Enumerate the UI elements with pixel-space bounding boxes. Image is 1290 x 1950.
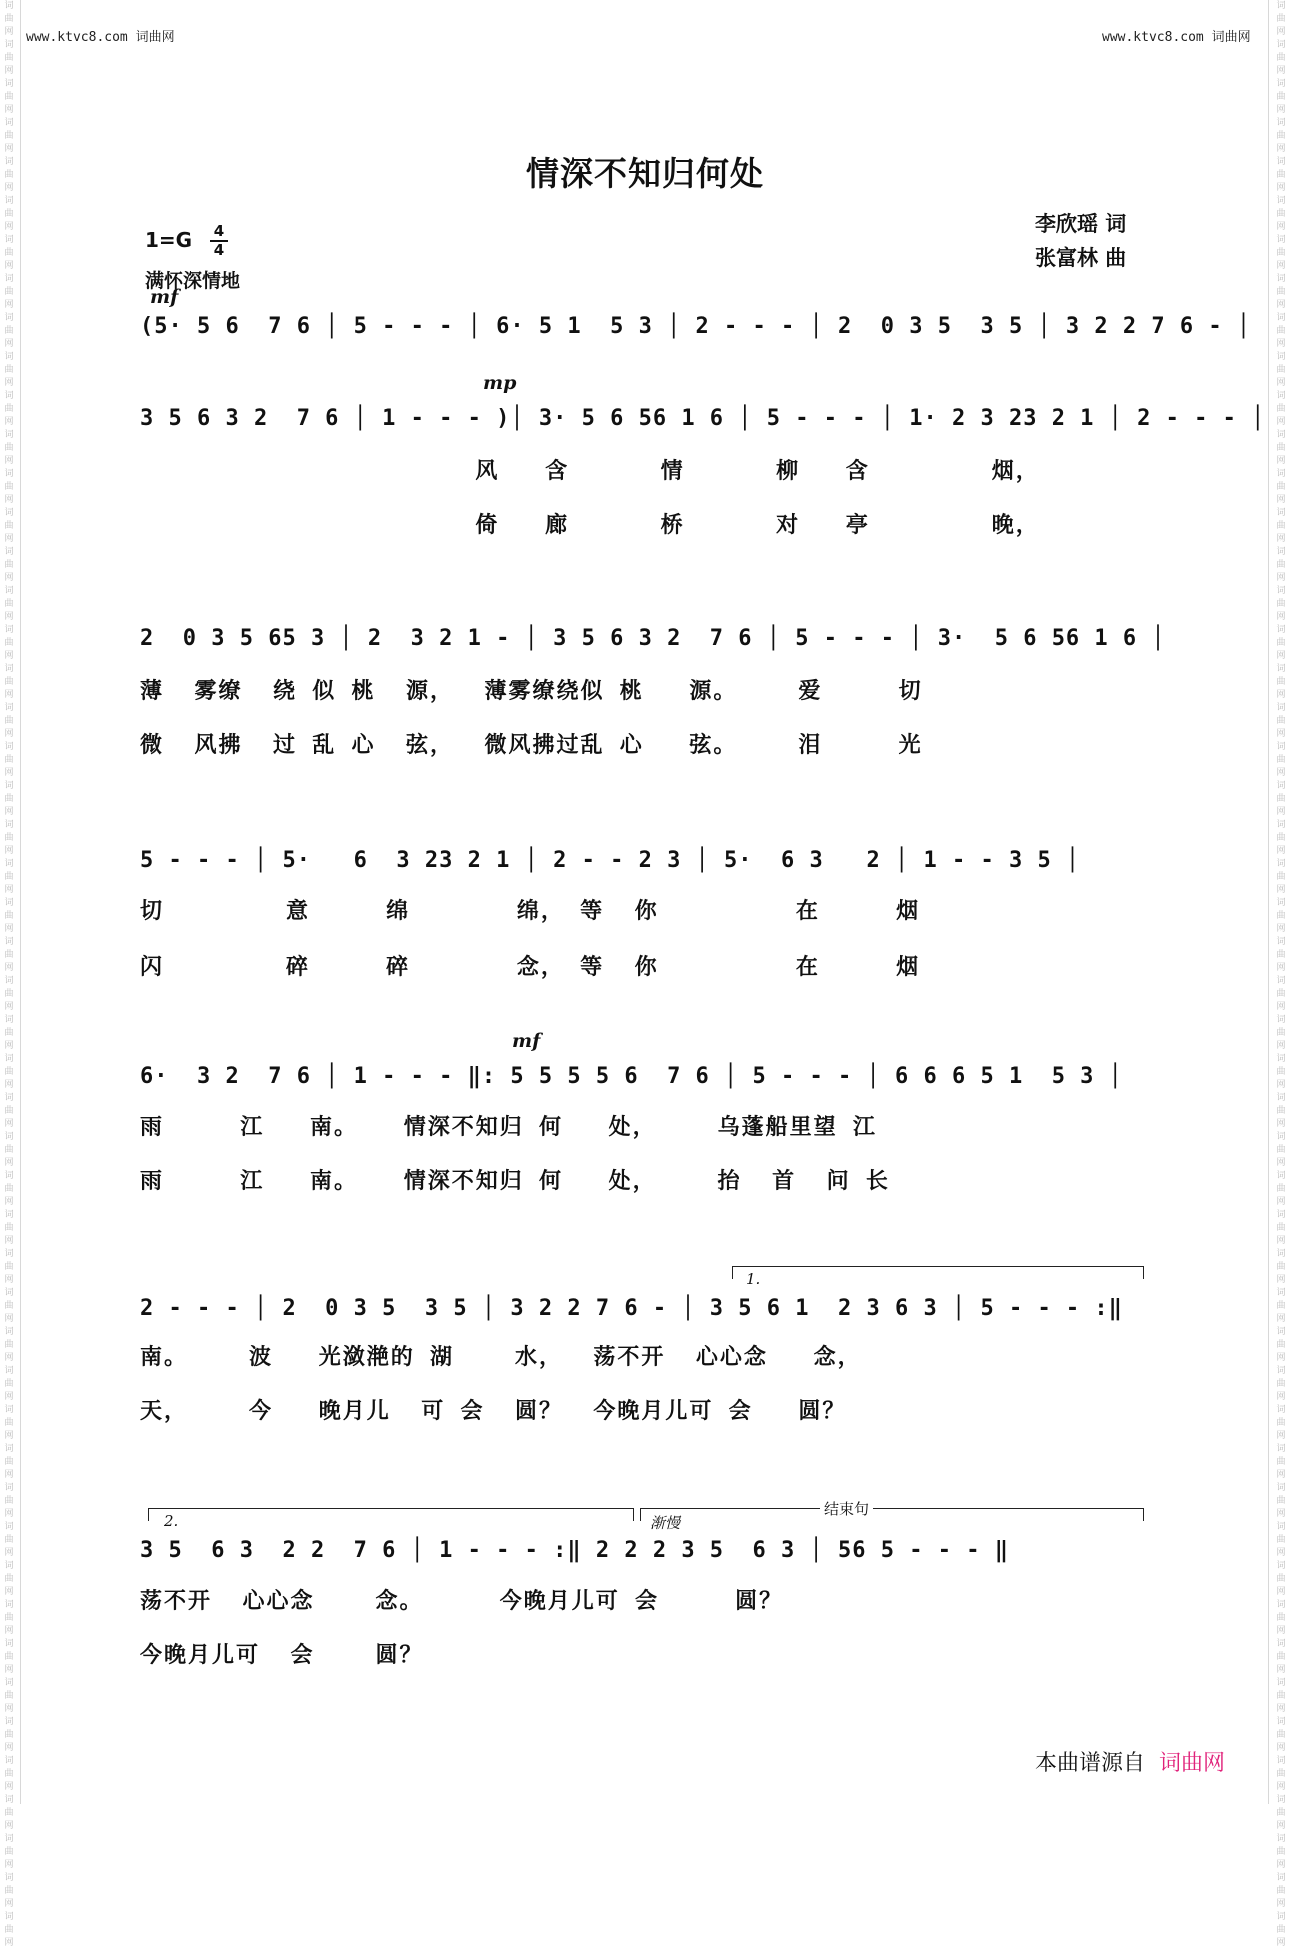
volta-bracket-1 — [732, 1266, 1144, 1279]
watermark-header-right: www.ktvc8.com 词曲网 — [1102, 30, 1251, 45]
source-label: 本曲谱源自 — [1035, 1751, 1146, 1776]
composer-credit: 张富林 曲 — [1035, 246, 1127, 270]
watermark-right-strip: 词曲网词曲网词曲网词曲网词曲网词曲网词曲网词曲网词曲网词曲网词曲网词曲网词曲网词曲网词曲网词曲网词曲网词曲网词曲网词曲网词曲网词曲网词曲网词曲网词曲网词曲网词曲网词曲网词曲网词曲网词曲网词曲网词曲网词曲网词曲网词曲网词曲网词曲网词曲网词曲网词曲网词曲网词曲网词曲网词曲网词曲网词曲网词曲网词曲网词曲网 — [1276, 1, 1286, 1948]
lyric-line-2-verse-2: 倚 廊 桥 对 亭 晚， — [140, 513, 1040, 538]
lyric-line-2-verse-1: 风 含 情 柳 含 烟， — [140, 459, 1040, 484]
lyric-line-5-verse-1: 雨 江 南。 情深不知归 何 处， 乌蓬船里望 江 — [140, 1115, 877, 1140]
lyric-line-3-verse-1: 薄 雾缭 绕 似 桃 源， 薄雾缭绕似 桃 源。 爱 切 — [140, 679, 923, 704]
lyric-line-4-verse-1: 切 意 绵 绵， 等 你 在 烟 — [140, 899, 921, 924]
left-divider — [20, 0, 21, 1804]
notation-line-2: 3 5 6 3 2 7 6 │ 1 - - - )│ 3· 5 6 56 1 6 │ 5 - - - │ 1· 2 3 23 2 1 │ 2 - - - │ — [140, 406, 1266, 431]
expression-mark: 满怀深情地 — [145, 270, 241, 292]
lyric-line-6-verse-1: 南。 波 光潋滟的 湖 水， 荡不开 心心念 念， — [140, 1345, 862, 1370]
notation-line-4: 5 - - - │ 5· 6 3 23 2 1 │ 2 - - 2 3 │ 5· 6 3 2 │ 1 - - 3 5 │ — [140, 848, 1081, 873]
lyric-line-5-verse-2: 雨 江 南。 情深不知归 何 处， 抬 首 问 长 — [140, 1169, 890, 1194]
notation-line-1: (5· 5 6 7 6 │ 5 - - - │ 6· 5 1 5 3 │ 2 - - - │ 2 0 3 5 3 5 │ 3 2 2 7 6 - │ — [140, 314, 1252, 339]
watermark-left-strip: 词曲网词曲网词曲网词曲网词曲网词曲网词曲网词曲网词曲网词曲网词曲网词曲网词曲网词曲网词曲网词曲网词曲网词曲网词曲网词曲网词曲网词曲网词曲网词曲网词曲网词曲网词曲网词曲网词曲网词曲网词曲网词曲网词曲网词曲网词曲网词曲网词曲网词曲网词曲网词曲网词曲网词曲网词曲网词曲网词曲网词曲网词曲网词曲网词曲网词曲网 — [4, 1, 14, 1948]
lyric-line-4-verse-2: 闪 碎 碎 念， 等 你 在 烟 — [140, 955, 921, 980]
tempo-mark: 渐慢 — [650, 1514, 681, 1532]
ending-bracket — [640, 1508, 1144, 1521]
source-brand-link[interactable]: 词曲网 — [1159, 1751, 1226, 1776]
notation-line-6: 2 - - - │ 2 0 3 5 3 5 │ 3 2 2 7 6 - │ 3 5 6 1 2 3 6 3 │ 5 - - - :‖ — [140, 1296, 1123, 1321]
lyric-line-3-verse-2: 微 风拂 过 乱 心 弦， 微风拂过乱 心 弦。 泪 光 — [140, 733, 923, 758]
song-title: 情深不知归何处 — [526, 154, 764, 193]
time-signature — [210, 224, 228, 258]
watermark-header-left: www.ktvc8.com 词曲网 — [26, 30, 175, 45]
ending-label: 结束句 — [820, 1498, 873, 1519]
volta-bracket-2 — [148, 1508, 634, 1521]
dynamic-mark-mf-chorus: mf — [512, 1030, 541, 1052]
volta-1-label: 1. — [746, 1270, 761, 1288]
lyric-line-7-verse-2: 今晚月儿可 会 圆？ — [140, 1643, 424, 1668]
lyric-line-6-verse-2: 天， 今 晚月儿 可 会 圆？ 今晚月儿可 会 圆？ — [140, 1399, 847, 1424]
right-divider — [1268, 0, 1269, 1804]
notation-line-3: 2 0 3 5 65 3 │ 2 3 2 1 - │ 3 5 6 3 2 7 6 │ 5 - - - │ 3· 5 6 56 1 6 │ — [140, 626, 1166, 651]
source-attribution — [1035, 1746, 1225, 1777]
key-signature: 1=G — [145, 228, 193, 252]
notation-line-5: 6· 3 2 7 6 │ 1 - - - ‖: 5 5 5 5 6 7 6 │ 5 - - - │ 6 6 6 5 1 5 3 │ — [140, 1064, 1123, 1089]
dynamic-mark-mp: mp — [483, 372, 517, 394]
volta-2-label: 2. — [164, 1512, 179, 1530]
dynamic-mark-mf-intro: mf — [150, 286, 179, 308]
lyricist-credit: 李欣瑶 词 — [1035, 212, 1127, 236]
time-signature-top: 4 — [213, 222, 225, 240]
lyric-line-7-verse-1: 荡不开 心心念 念。 今晚月儿可 会 圆？ — [140, 1589, 784, 1614]
time-signature-bottom: 4 — [213, 241, 225, 259]
notation-line-7: 3 5 6 3 2 2 7 6 │ 1 - - - :‖ 2 2 2 3 5 6 3 │ 56 5 - - - ‖ — [140, 1538, 1009, 1563]
